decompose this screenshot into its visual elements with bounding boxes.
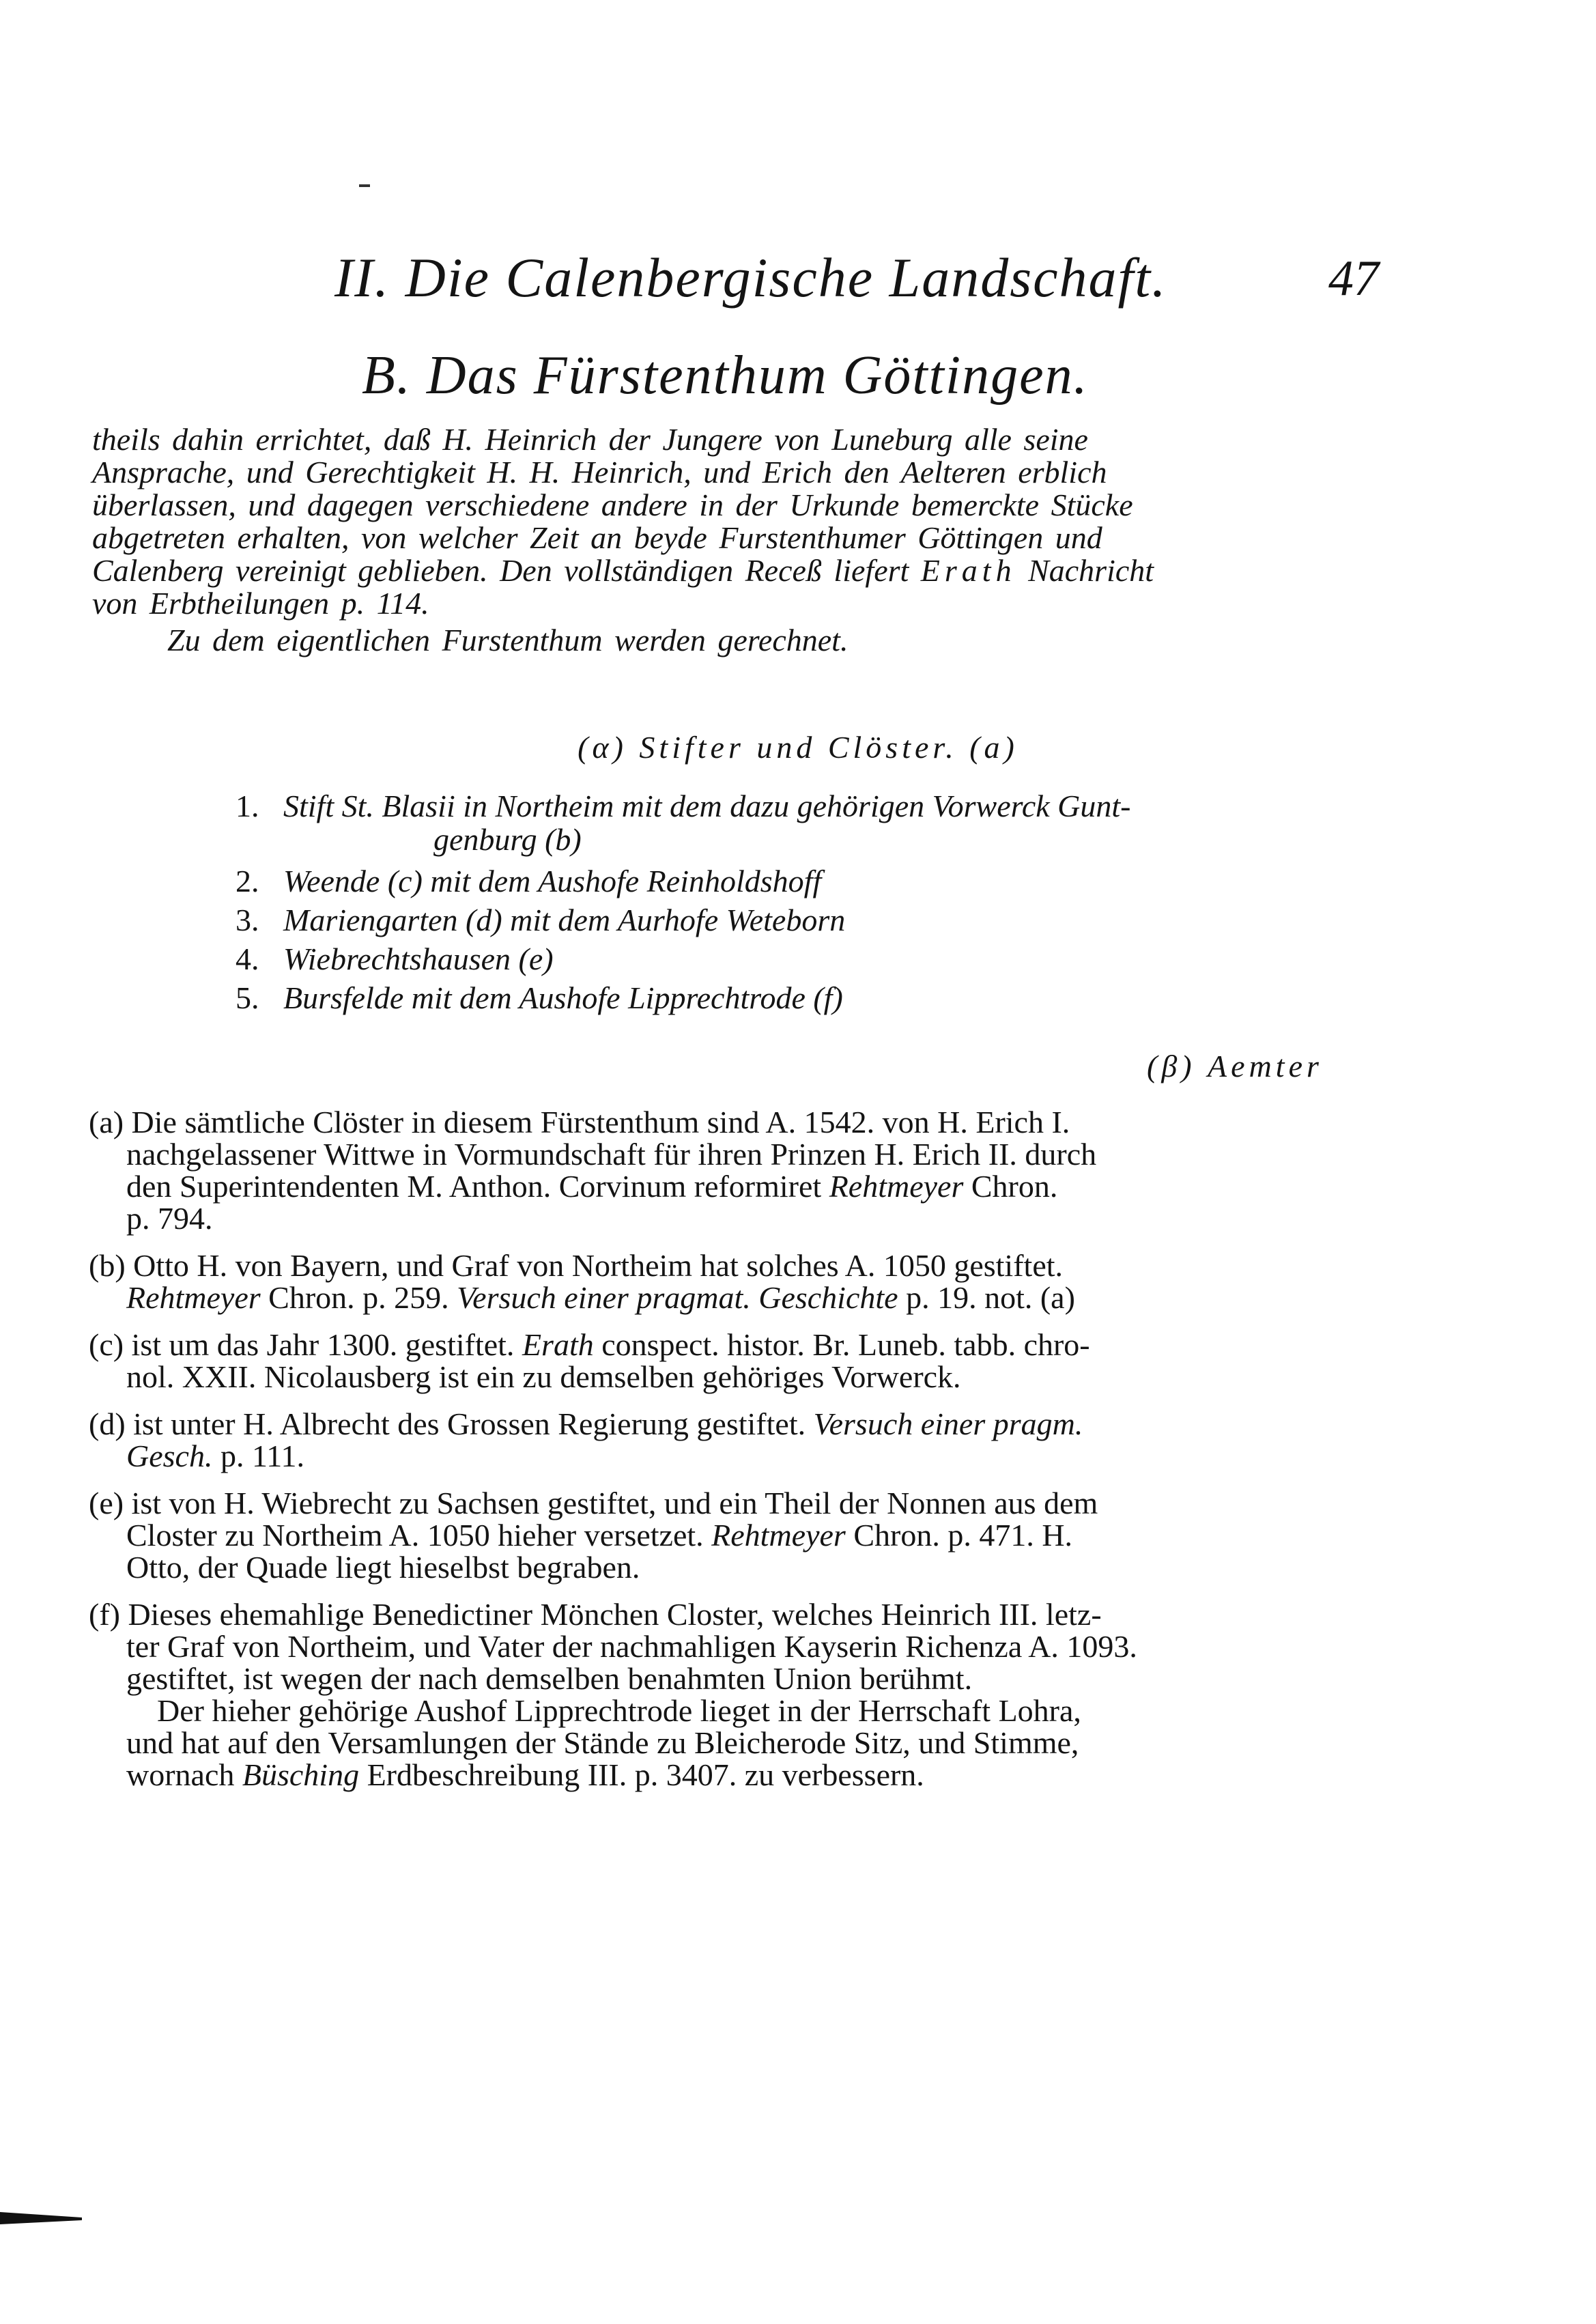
footnote-a xyxy=(89,1106,1379,1234)
footnote-line xyxy=(89,1170,1379,1202)
footnote-line xyxy=(89,1408,1379,1440)
footnote-line xyxy=(89,1281,1379,1314)
footnote-text: Closter zu Northeim A. 1050 hieher versetzet. xyxy=(126,1518,704,1553)
footnote-line: (e) ist von H. Wiebrecht zu Sachsen gestiftet, und ein Theil der Nonnen aus dem xyxy=(89,1486,1098,1520)
body-line: von Erbtheilungen p. 114. xyxy=(92,586,429,621)
list-item-continuation: genburg (b) xyxy=(433,822,582,857)
subsection-heading-stifter: (α) Stifter und Clöster. (a) xyxy=(578,730,1018,765)
footnote-author: Büsching xyxy=(242,1757,360,1792)
footnote-author: Rehtmeyer xyxy=(829,1169,964,1204)
list-number: 4. xyxy=(236,941,259,976)
footnote-line: und hat auf den Versamlungen der Stände zu Bleicherode Sitz, und Stimme, xyxy=(126,1725,1079,1760)
page-number: 47 xyxy=(1328,251,1379,307)
footnote-text: (c) ist um das Jahr 1300. gestiftet. xyxy=(89,1327,515,1362)
footnote-text: p. 111. xyxy=(220,1439,305,1473)
monastery-list xyxy=(236,787,1396,1017)
footnote-line: nachgelassener Wittwe in Vormundschaft für ihren Prinzen H. Erich II. durch xyxy=(126,1137,1097,1172)
footnote-text: Chron. xyxy=(971,1169,1058,1204)
list-text: Stift St. Blasii in Northeim mit dem dazu gehörigen Vorwerck Gunt- xyxy=(283,789,1131,823)
footnote-line xyxy=(89,1519,1379,1551)
footnote-text: p. 19. not. (a) xyxy=(906,1280,1075,1315)
body-line: überlassen, und dagegen verschiedene andere in der Urkunde bemerckte Stücke xyxy=(92,487,1133,522)
list-item xyxy=(236,862,1396,901)
footnote-line: ter Graf von Northeim, und Vater der nachmahligen Kayserin Richenza A. 1093. xyxy=(126,1629,1137,1664)
footnote-line xyxy=(89,1329,1379,1361)
list-item xyxy=(236,787,1396,825)
footnote-author: Erath xyxy=(522,1327,594,1362)
footnote-text: Chron. p. 471. H. xyxy=(853,1518,1073,1553)
page-corner-mark xyxy=(0,2209,82,2227)
footnote-line: (f) Dieses ehemahlige Benedictiner Mönchen Closter, welches Heinrich III. letz- xyxy=(89,1597,1102,1632)
section-title: B. Das Fürstenthum Göttingen. xyxy=(362,345,1089,406)
footnote-work: Versuch einer pragm. xyxy=(813,1406,1083,1441)
list-number: 2. xyxy=(236,864,259,898)
footnote-text: Chron. p. 259. xyxy=(268,1280,449,1315)
body-line: abgetreten erhalten, von welcher Zeit an beyde Furstenthumer Göttingen und xyxy=(92,520,1102,555)
footnote-line: (b) Otto H. von Bayern, und Graf von Northeim hat solches A. 1050 gestiftet. xyxy=(89,1248,1064,1283)
footnote-text: den Superintendenten M. Anthon. Corvinum reformiret xyxy=(126,1169,822,1204)
author-name: Erath xyxy=(920,553,1016,588)
footnote-line xyxy=(89,1759,1379,1791)
list-text: Weende (c) mit dem Aushofe Reinholdshoff xyxy=(283,864,822,898)
footnote-b xyxy=(89,1249,1379,1314)
footnote-d xyxy=(89,1408,1379,1472)
body-intro: Zu dem eigentlichen Furstenthum werden gerechnet. xyxy=(167,623,849,657)
list-text: Mariengarten (d) mit dem Aurhofe Weteborn xyxy=(283,903,846,937)
list-text: Wiebrechtshausen (e) xyxy=(283,941,554,976)
body-line-text: Nachricht xyxy=(1028,553,1154,588)
footnote-line: p. 794. xyxy=(126,1201,213,1236)
footnote-text: conspect. histor. Br. Luneb. tabb. chro- xyxy=(601,1327,1090,1362)
page-dash-mark xyxy=(359,184,370,187)
footnote-f xyxy=(89,1598,1379,1791)
footnote-work: Gesch. xyxy=(126,1439,213,1473)
footnote-line: nol. XXII. Nicolausberg ist ein zu demselben gehöriges Vorwerck. xyxy=(126,1359,961,1394)
body-line: Ansprache, und Gerechtigkeit H. H. Heinrich, und Erich den Aelteren erblich xyxy=(92,455,1107,490)
footnote-line: (a) Die sämtliche Clöster in diesem Fürstenthum sind A. 1542. von H. Erich I. xyxy=(89,1105,1070,1139)
list-number: 3. xyxy=(236,903,259,937)
list-item xyxy=(236,939,1396,978)
list-text: Bursfelde mit dem Aushofe Lipprechtrode (f) xyxy=(283,980,843,1015)
footnote-line xyxy=(89,1440,1379,1472)
footnote-text: wornach xyxy=(126,1757,235,1792)
footnote-line: Der hieher gehörige Aushof Lipprechtrode lieget in der Herrschaft Lohra, xyxy=(157,1693,1081,1728)
list-number: 5. xyxy=(236,980,259,1015)
footnote-text: Erdbeschreibung III. p. 3407. zu verbessern. xyxy=(367,1757,924,1792)
body-line: theils dahin errichtet, daß H. Heinrich der Jungere von Luneburg alle seine xyxy=(92,422,1088,457)
footnote-text: (d) ist unter H. Albrecht des Grossen Regierung gestiftet. xyxy=(89,1406,806,1441)
footnote-c xyxy=(89,1329,1379,1393)
subsection-heading-aemter: (β) Aemter xyxy=(1147,1049,1323,1083)
list-item xyxy=(236,978,1396,1017)
footnotes xyxy=(89,1106,1379,1806)
footnote-author: Rehtmeyer xyxy=(126,1280,261,1315)
footnote-author: Rehtmeyer xyxy=(711,1518,846,1553)
page-header xyxy=(328,239,1393,328)
list-item xyxy=(236,901,1396,939)
body-line-text: Calenberg vereinigt geblieben. Den vollständigen Receß liefert xyxy=(92,553,909,588)
list-number: 1. xyxy=(236,789,259,823)
footnote-work: Versuch einer pragmat. Geschichte xyxy=(457,1280,898,1315)
body-line xyxy=(92,554,1382,587)
footnote-line: Otto, der Quade liegt hieselbst begraben. xyxy=(126,1550,640,1585)
running-title: II. Die Calenbergische Landschaft. xyxy=(334,246,1167,309)
footnote-line: gestiftet, ist wegen der nach demselben benahmten Union berühmt. xyxy=(126,1661,973,1696)
body-text xyxy=(92,423,1382,657)
footnote-e xyxy=(89,1487,1379,1583)
